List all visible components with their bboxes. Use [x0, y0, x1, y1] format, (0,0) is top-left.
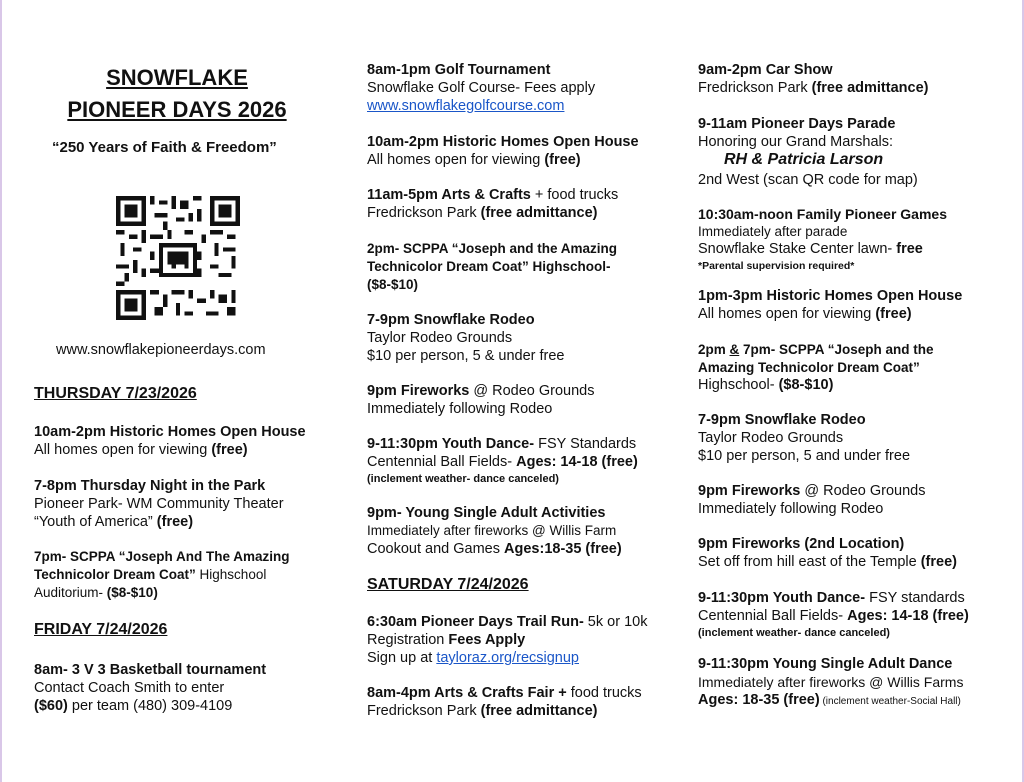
event-title-line [698, 482, 926, 500]
event-title: 10:30am-noon Family Pioneer Games [698, 206, 947, 222]
event-detail: 2nd West (scan QR code for map) [698, 172, 918, 188]
event-detail: Contact Coach Smith to enter [34, 680, 225, 696]
event-detail-text: Fredrickson Park [367, 703, 481, 719]
event-title: 7pm- SCPPA “Joseph and the [739, 342, 934, 357]
price-label: ($60) [34, 698, 68, 714]
event-title: 9pm Fireworks [367, 383, 470, 399]
event-title: 9-11:30pm Youth Dance- [698, 590, 866, 606]
show-title: Technicolor Dream Coat” [367, 259, 529, 274]
event-detail [367, 631, 525, 649]
event-detail-text: @ Rodeo Grounds [469, 383, 595, 399]
event-detail: Taylor Rodeo Grounds [698, 430, 844, 446]
event-title-line [367, 613, 647, 631]
title-line-1: SNOWFLAKE [106, 65, 248, 90]
free-label: (free admittance) [811, 80, 929, 96]
weather-note: (inclement weather-Social Hall) [819, 696, 961, 707]
friday-heading: FRIDAY 7/24/2026 [34, 621, 168, 638]
event-title: 9pm Fireworks (2nd Location) [698, 536, 905, 552]
event-title: 6:30am Pioneer Days Trail Run- [367, 614, 584, 630]
event-detail: Immediately following Rodeo [367, 401, 553, 417]
free-label: (free) [544, 152, 581, 168]
event-title-line [367, 186, 618, 204]
event-detail [698, 240, 923, 258]
event-title: 2pm [698, 342, 730, 357]
event-detail-text: food trucks [566, 685, 642, 701]
thursday-heading: THURSDAY 7/23/2026 [34, 385, 197, 402]
event-detail: Immediately after fireworks @ Willis Farms [698, 674, 964, 690]
event-title: 7pm- SCPPA “Joseph And The Amazing [34, 549, 290, 564]
event-detail [698, 79, 928, 97]
event-detail [34, 513, 193, 531]
event-detail-text: Fredrickson Park [367, 205, 481, 221]
weather-note: (inclement weather- dance canceled) [367, 473, 559, 485]
event-title: 8am-4pm Arts & Crafts Fair + [367, 685, 567, 701]
event-detail: Immediately after fireworks @ Willis Farm [367, 523, 617, 538]
event-detail-text: @ Rodeo Grounds [800, 483, 926, 499]
event-detail-text: Fredrickson Park [698, 80, 812, 96]
event-detail [367, 702, 597, 720]
motto: “250 Years of Faith & Freedom” [52, 139, 277, 156]
event-detail [367, 453, 638, 471]
event-detail: $10 per person, 5 & under free [367, 348, 565, 364]
event-title-line [367, 435, 636, 453]
ampersand: & [729, 342, 740, 357]
event-detail [34, 566, 266, 584]
free-label: (free admittance) [480, 205, 598, 221]
event-detail-text: All homes open for viewing [34, 442, 212, 458]
event-detail-text: per team (480) 309-4109 [67, 698, 233, 714]
qr-code-icon[interactable] [116, 196, 240, 320]
website-text: www.snowflakepioneerdays.com [56, 342, 266, 358]
free-label: free [896, 241, 923, 257]
event-detail: $10 per person, 5 and under free [698, 448, 911, 464]
event-detail-text: Set off from hill east of the Temple [698, 554, 921, 570]
event-detail [367, 258, 611, 276]
event-detail [367, 649, 579, 667]
event-title: 9-11:30pm Young Single Adult Dance [698, 656, 953, 672]
event-detail: Immediately after parade [698, 224, 848, 239]
event-detail [698, 305, 912, 323]
event-title: 9pm- Young Single Adult Activities [367, 505, 606, 521]
price-label: ($8-$10) [778, 377, 834, 393]
event-title-line [367, 382, 595, 400]
event-title: 9-11:30pm Youth Dance- [367, 436, 535, 452]
event-title: 7-8pm Thursday Night in the Park [34, 478, 266, 494]
free-label: (free) [875, 306, 912, 322]
saturday-heading: SATURDAY 7/24/2026 [367, 576, 529, 593]
event-detail [367, 151, 581, 169]
ages-label: Ages: 14-18 (free) [847, 608, 969, 624]
show-title: Amazing Technicolor Dream Coat” [698, 360, 920, 375]
title-line-2: PIONEER DAYS 2026 [67, 97, 287, 122]
free-label: (free admittance) [480, 703, 598, 719]
ages-label: Ages:18-35 (free) [504, 541, 622, 557]
event-title: 7-9pm Snowflake Rodeo [698, 412, 866, 428]
event-title: 11am-5pm Arts & Crafts [367, 187, 531, 203]
event-detail-text: FSY standards [865, 590, 965, 606]
event-title: 10am-2pm Historic Homes Open House [367, 134, 639, 150]
event-detail [698, 607, 969, 625]
event-detail-text: 5k or 10k [583, 614, 648, 630]
event-detail-text: Registration [367, 632, 449, 648]
event-detail-text: Highschool- [528, 259, 611, 274]
event-detail-text: Centennial Ball Fields- [698, 608, 848, 624]
event-detail: Immediately following Rodeo [698, 501, 884, 517]
event-detail-text: Highschool- [698, 377, 779, 393]
free-label: (free) [920, 554, 957, 570]
event-title: 7-9pm Snowflake Rodeo [367, 312, 535, 328]
event-detail-text: Cookout and Games [367, 541, 505, 557]
event-title-line [367, 684, 642, 702]
event-detail-text: Snowflake Stake Center lawn- [698, 241, 897, 257]
event-detail [34, 697, 232, 715]
event-detail-text: All homes open for viewing [367, 152, 545, 168]
event-detail [698, 376, 833, 394]
ages-label: Ages: 18-35 (free) [698, 692, 820, 708]
event-detail-text: FSY Standards [534, 436, 637, 452]
event-detail: Honoring our Grand Marshals: [698, 134, 894, 150]
event-title: 9pm Fireworks [698, 483, 801, 499]
supervision-note: *Parental supervision required* [698, 260, 855, 272]
price-label: ($8-$10) [367, 277, 419, 292]
ages-label: Ages: 14-18 (free) [516, 454, 638, 470]
event-detail-text: + food trucks [530, 187, 619, 203]
event-detail [698, 553, 957, 571]
show-title: Technicolor Dream Coat” [34, 567, 196, 582]
fees-label: Fees Apply [448, 632, 526, 648]
event-title: 2pm- SCPPA “Joseph and the Amazing [367, 241, 618, 256]
event-detail: Snowflake Golf Course- Fees apply [367, 80, 596, 96]
event-title-line [698, 341, 934, 359]
weather-note: (inclement weather- dance canceled) [698, 627, 890, 639]
event-detail-text: All homes open for viewing [698, 306, 876, 322]
event-detail: Taylor Rodeo Grounds [367, 330, 513, 346]
recsignup-link[interactable]: tayloraz.org/recsignup [436, 650, 579, 666]
event-title-line [698, 589, 965, 607]
price-label: ($8-$10) [103, 585, 158, 600]
event-detail [698, 691, 961, 709]
event-detail-text: Highschool [195, 567, 267, 582]
grand-marshals-names: RH & Patricia Larson [724, 151, 884, 168]
event-detail-text: Centennial Ball Fields- [367, 454, 517, 470]
event-detail-text: Auditorium- [34, 585, 104, 600]
event-title: 10am-2pm Historic Homes Open House [34, 424, 306, 440]
event-detail: Pioneer Park- WM Community Theater [34, 496, 284, 512]
event-detail [34, 441, 248, 459]
event-detail-text: “Youth of America” [34, 514, 157, 530]
event-title: 8am-1pm Golf Tournament [367, 62, 551, 78]
golf-course-link[interactable]: www.snowflakegolfcourse.com [367, 98, 565, 114]
event-title: 9-11am Pioneer Days Parade [698, 116, 896, 132]
event-detail-text: Sign up at [367, 650, 437, 666]
event-detail [367, 204, 597, 222]
event-title: 9am-2pm Car Show [698, 62, 833, 78]
event-detail [34, 584, 158, 602]
event-title: 8am- 3 V 3 Basketball tournament [34, 662, 267, 678]
free-label: (free) [211, 442, 248, 458]
free-label: (free) [156, 514, 194, 530]
event-detail [367, 540, 622, 558]
event-title: 1pm-3pm Historic Homes Open House [698, 288, 963, 304]
